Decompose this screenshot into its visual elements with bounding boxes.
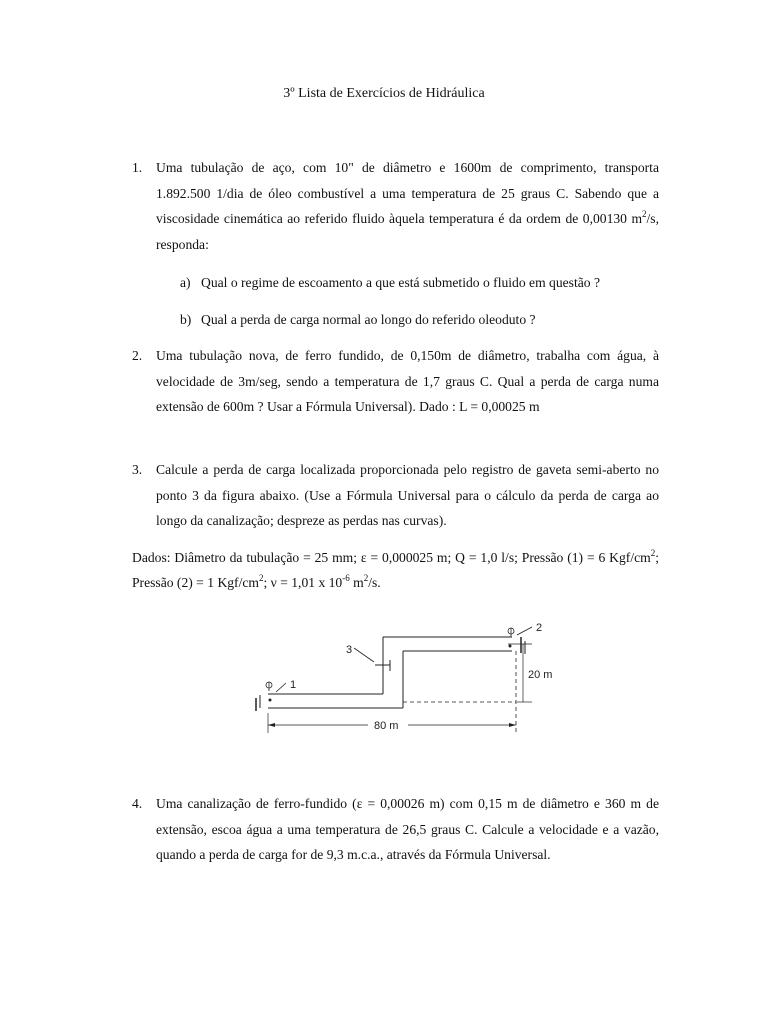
question-number: 2. bbox=[132, 348, 143, 363]
point-1-dot bbox=[269, 699, 272, 702]
given-data: Dados: Diâmetro da tubulação = 25 mm; ε = 0,000025 m; Q = 1,0 l/s; Pressão (1) = 6 Kgf/$cm^2$; Pressão (2) = 1 Kgf/$cm^2$; ν = 1,01 x $10^{-6}$ $m^2/s$. bbox=[132, 548, 659, 590]
question-2 bbox=[132, 343, 659, 420]
label-2: 2 bbox=[536, 622, 543, 634]
subquestion-b: b) Qual a perda de carga normal ao longo do referido oleoduto ? bbox=[180, 312, 536, 327]
height-dimension: 20 m bbox=[528, 669, 553, 681]
question-3 bbox=[132, 457, 659, 534]
label-3: 3 bbox=[346, 644, 353, 656]
point-2-dot bbox=[509, 645, 512, 648]
page-title: 3º Lista de Exercícios de Hidráulica bbox=[283, 86, 485, 101]
question-1 bbox=[132, 155, 659, 257]
length-dimension: 80 m bbox=[374, 720, 399, 732]
subquestion-a: a) Qual o regime de escoamento a que está submetido o fluido em questão ? bbox=[180, 275, 601, 290]
question-text: Calcule a perda de carga localizada proporcionada pelo registro de gaveta semi-aberto no ponto 3 da figura abaixo. (Use a Fórmula Universal para o cálculo da perda de carga ao longo da canalização; despreze as perdas nas curvas). bbox=[156, 462, 659, 528]
pipe-diagram bbox=[240, 615, 560, 740]
question-text: Uma canalização de ferro-fundido (ε = 0,00026 m) com 0,15 m de diâmetro e 360 m de extensão, escoa água a uma temperatura de 26,5 graus C. Calcule a velocidade e a vazão, quando a perda de carga for de 9,3 m.c.a., através da Fórmula Universal. bbox=[156, 796, 659, 862]
label-1: 1 bbox=[290, 679, 297, 691]
question-4 bbox=[132, 791, 659, 868]
question-text: Uma tubulação nova, de ferro fundido, de 0,150m de diâmetro, trabalha com água, à velocidade de 3m/seg, sendo a temperatura de 1,7 graus C. Qual a perda de carga numa extensão de 600m ? Usar a Fórmula Universal). Dado : L = 0,00025 m bbox=[156, 348, 659, 414]
question-number: 3. bbox=[132, 462, 143, 477]
question-number: 1. bbox=[132, 160, 143, 175]
question-number: 4. bbox=[132, 796, 143, 811]
question-text: Uma tubulação de aço, com 10" de diâmetro e 1600m de comprimento, transporta 1.892.500 1/dia de óleo combustível a uma temperatura de 25 graus C. Sabendo que a viscosidade cinemática ao referido fluido àquela temperatura é da ordem de 0,00130 $m^2/s$, responda: bbox=[156, 160, 659, 252]
